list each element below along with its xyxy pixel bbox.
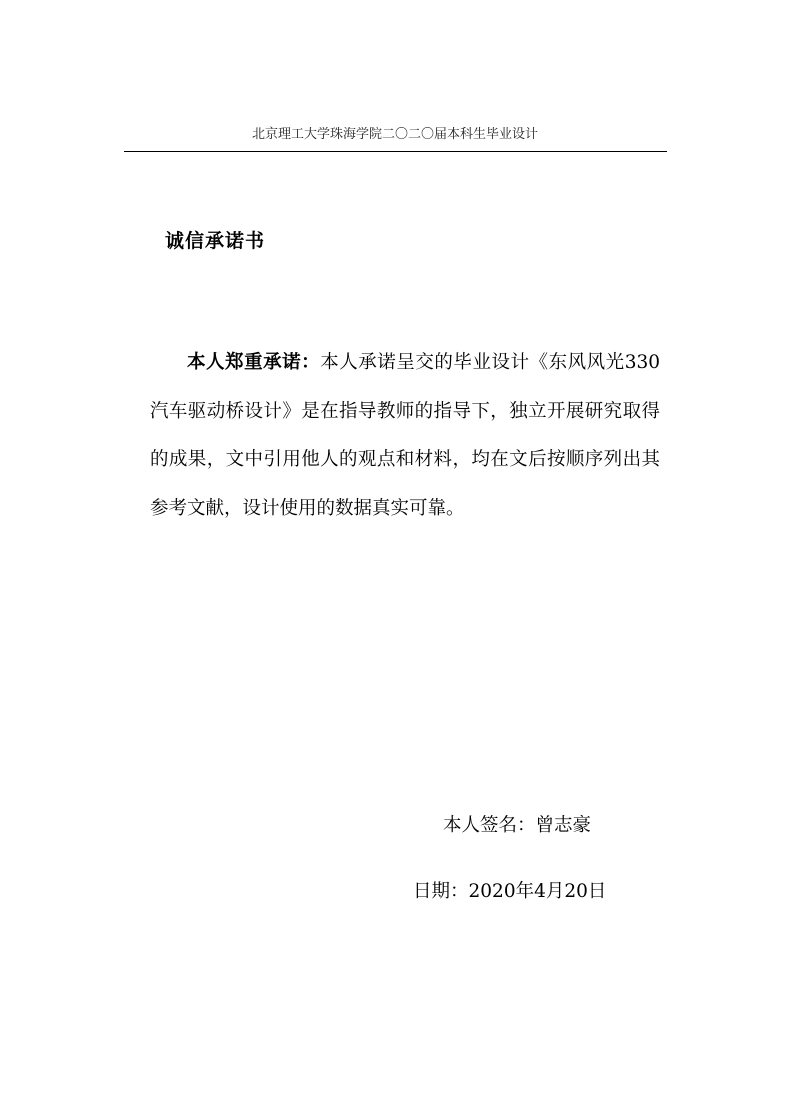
page-title: 诚信承诺书 [165,230,266,252]
signature-line [443,813,591,839]
signature-name: 曾志豪 [535,815,592,836]
pledge-lead: 本人郑重承诺： [187,352,321,373]
pledge-body: 本人承诺呈交的毕业设计《东风风光330汽车驱动桥设计》是在指导教师的指导下，独立开展研究取得的成果，文中引用他人的观点和材料，均在文后按顺序列出其参考文献，设计使用的数据真实可靠。 [150,352,660,519]
running-header: 北京理工大学珠海学院二〇二〇届本科生毕业设计 [251,127,538,142]
date-line [413,879,606,905]
date-label: 日期： [413,881,469,902]
date-value: 2020年4月20日 [468,881,607,902]
header-rule [124,151,667,152]
signature-label: 本人签名： [443,815,536,836]
pledge-paragraph [150,339,660,533]
